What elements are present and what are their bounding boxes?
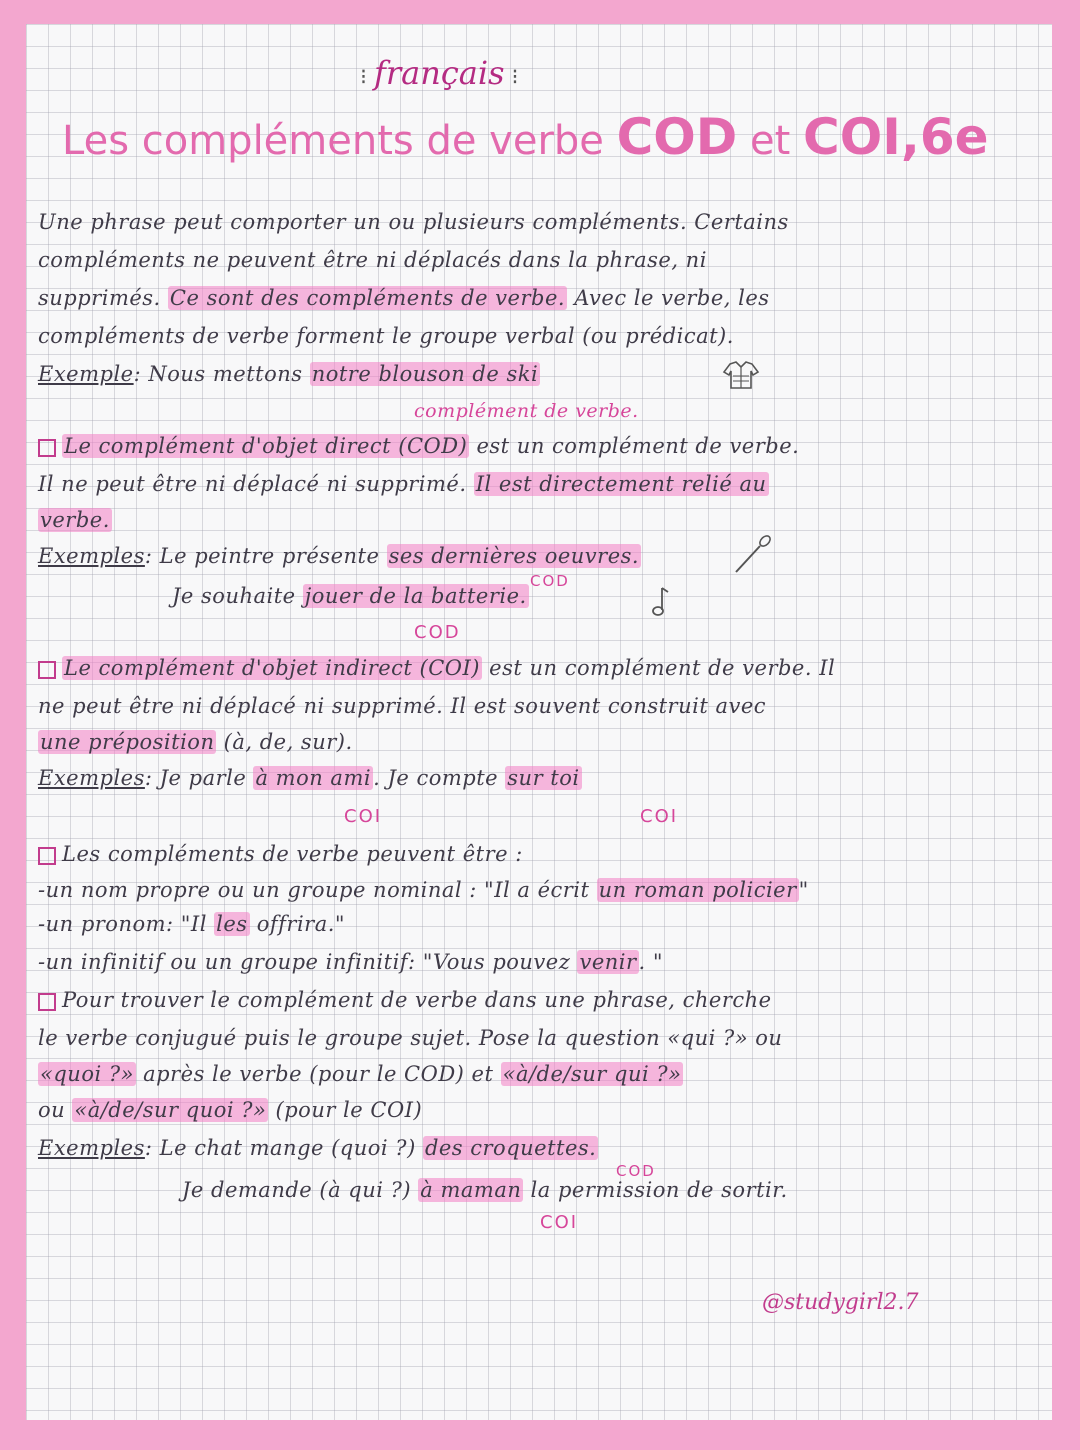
pink-border-right	[1052, 0, 1080, 1450]
cod-example-1: Exemples: Le peintre présente ses dernières oeuvres.	[38, 544, 640, 568]
method-tag-1: COD	[616, 1162, 656, 1180]
method-line-1: Pour trouver le complément de verbe dans une phrase, cherche	[38, 988, 772, 1012]
music-note-icon	[650, 584, 670, 618]
title-cod: COD	[616, 108, 738, 166]
checkbox-icon	[38, 661, 56, 679]
intro-example: Exemple: Nous mettons notre blouson de ski	[38, 362, 539, 386]
title-et: et	[737, 118, 804, 164]
cod-example-2: Je souhaite jouer de la batterie.	[172, 584, 527, 608]
cod-tag-2: COD	[414, 622, 461, 643]
intro-line-3: supprimés. Ce sont des compléments de verbe. Avec le verbe, les	[38, 286, 770, 310]
subject-heading: ⁝ français ⁝	[360, 54, 519, 92]
cod-line-1: Le complément d'objet direct (COD) est un complément de verbe.	[38, 434, 799, 458]
cod-line-2: Il ne peut être ni déplacé ni supprimé. Il est directement relié au	[38, 472, 767, 496]
checkbox-icon	[38, 439, 56, 457]
method-line-3: «quoi ?» après le verbe (pour le COD) et «à/de/sur qui ?»	[40, 1062, 682, 1086]
checkbox-icon	[38, 993, 56, 1011]
nature-line-4: -un infinitif ou un groupe infinitif: "Vous pouvez venir. "	[38, 950, 664, 974]
coi-tag-2: COI	[640, 806, 679, 827]
nature-line-3: -un pronom: "Il les offrira."	[38, 912, 346, 936]
method-line-4: ou «à/de/sur quoi ?» (pour le COI)	[38, 1098, 423, 1122]
intro-example-note: complément de verbe.	[414, 400, 639, 422]
method-tag-2: COI	[540, 1212, 579, 1233]
coi-line-2: ne peut être ni déplacé ni supprimé. Il est souvent construit avec	[38, 694, 767, 718]
title-part1: Les compléments de verbe	[62, 118, 617, 164]
paintbrush-icon	[730, 532, 776, 578]
title-grade: ,6e	[900, 108, 989, 166]
coi-tag-1: COI	[344, 806, 383, 827]
pink-border-bottom	[0, 1420, 1080, 1450]
method-example-2: Je demande (à qui ?) à maman la permission de sortir.	[182, 1178, 788, 1202]
jacket-icon	[722, 360, 760, 390]
author-signature: @studygirl2.7	[762, 1290, 919, 1315]
page-title	[62, 108, 989, 166]
checkbox-icon	[38, 847, 56, 865]
cod-tag-1: COD	[530, 572, 570, 590]
intro-line-1: Une phrase peut comporter un ou plusieurs compléments. Certains	[38, 210, 789, 234]
coi-example: Exemples: Je parle à mon ami. Je compte sur toi	[38, 766, 580, 790]
nature-line-2: -un nom propre ou un groupe nominal : "Il a écrit un roman policier"	[38, 878, 809, 902]
pink-border-left	[0, 0, 26, 1450]
intro-line-4: compléments de verbe forment le groupe verbal (ou prédicat).	[38, 324, 734, 348]
intro-line-2: compléments ne peuvent être ni déplacés dans la phrase, ni	[38, 248, 707, 272]
coi-line-3: une préposition (à, de, sur).	[40, 730, 353, 754]
nature-line-1: Les compléments de verbe peuvent être :	[38, 842, 523, 866]
method-line-2: le verbe conjugué puis le groupe sujet. Pose la question «qui ?» ou	[38, 1026, 783, 1050]
method-example-1: Exemples: Le chat mange (quoi ?) des croquettes.	[38, 1136, 597, 1160]
coi-line-1: Le complément d'objet indirect (COI) est un complément de verbe. Il	[38, 656, 835, 680]
title-coi: COI	[803, 108, 901, 166]
cod-line-3: verbe.	[40, 508, 110, 532]
pink-border-top	[0, 0, 1080, 24]
